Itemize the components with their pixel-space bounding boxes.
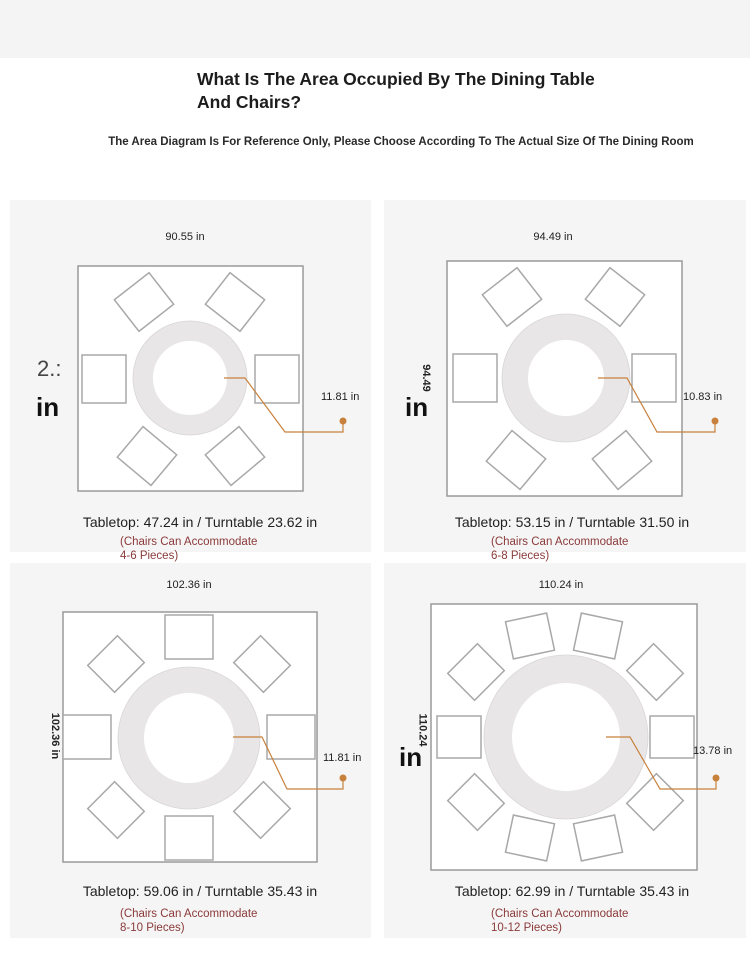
capacity-note-line1: (Chairs Can Accommodate bbox=[491, 908, 629, 920]
radius-label: 10.83 in bbox=[683, 391, 723, 403]
top-dimension: 102.36 in bbox=[166, 579, 212, 591]
size-caption: Tabletop: 53.15 in / Turntable 31.50 in bbox=[454, 514, 690, 530]
side-dimension: 2.: bbox=[37, 356, 62, 381]
top-dimension: 94.49 in bbox=[533, 231, 573, 243]
radius-label: 13.78 in bbox=[693, 745, 733, 757]
top-dimension: 90.55 in bbox=[165, 231, 205, 243]
side-dimension: 102.36 in bbox=[49, 712, 62, 760]
size-caption: Tabletop: 62.99 in / Turntable 35.43 in bbox=[454, 883, 690, 899]
side-unit: in bbox=[405, 392, 429, 422]
capacity-note-line2: 8-10 Pieces) bbox=[120, 922, 185, 934]
capacity-note-line2: 10-12 Pieces) bbox=[491, 922, 562, 934]
radius-label: 11.81 in bbox=[321, 391, 360, 403]
side-unit: in bbox=[399, 742, 423, 772]
top-dimension: 110.24 in bbox=[538, 579, 584, 591]
page-title: What Is The Area Occupied By The Dining Table And Chairs? bbox=[197, 69, 595, 112]
capacity-note-line1: (Chairs Can Accommodate bbox=[120, 908, 258, 920]
size-caption: Tabletop: 47.24 in / Turntable 23.62 in bbox=[82, 514, 318, 530]
radius-label: 11.81 in bbox=[323, 752, 362, 764]
capacity-note-line1: (Chairs Can Accommodate bbox=[491, 536, 629, 548]
side-unit: in bbox=[36, 392, 60, 422]
capacity-note-line2: 6-8 Pieces) bbox=[491, 550, 550, 562]
side-dimension: 110.24 bbox=[416, 713, 429, 747]
size-caption: Tabletop: 59.06 in / Turntable 35.43 in bbox=[82, 883, 318, 899]
capacity-note-line2: 4-6 Pieces) bbox=[120, 550, 179, 562]
side-dimension: 94.49 bbox=[419, 364, 432, 392]
page-subtitle: The Area Diagram Is For Reference Only, Please Choose According To The Actual Size Of The Dining Room bbox=[108, 136, 694, 148]
capacity-note-line1: (Chairs Can Accommodate bbox=[120, 536, 258, 548]
